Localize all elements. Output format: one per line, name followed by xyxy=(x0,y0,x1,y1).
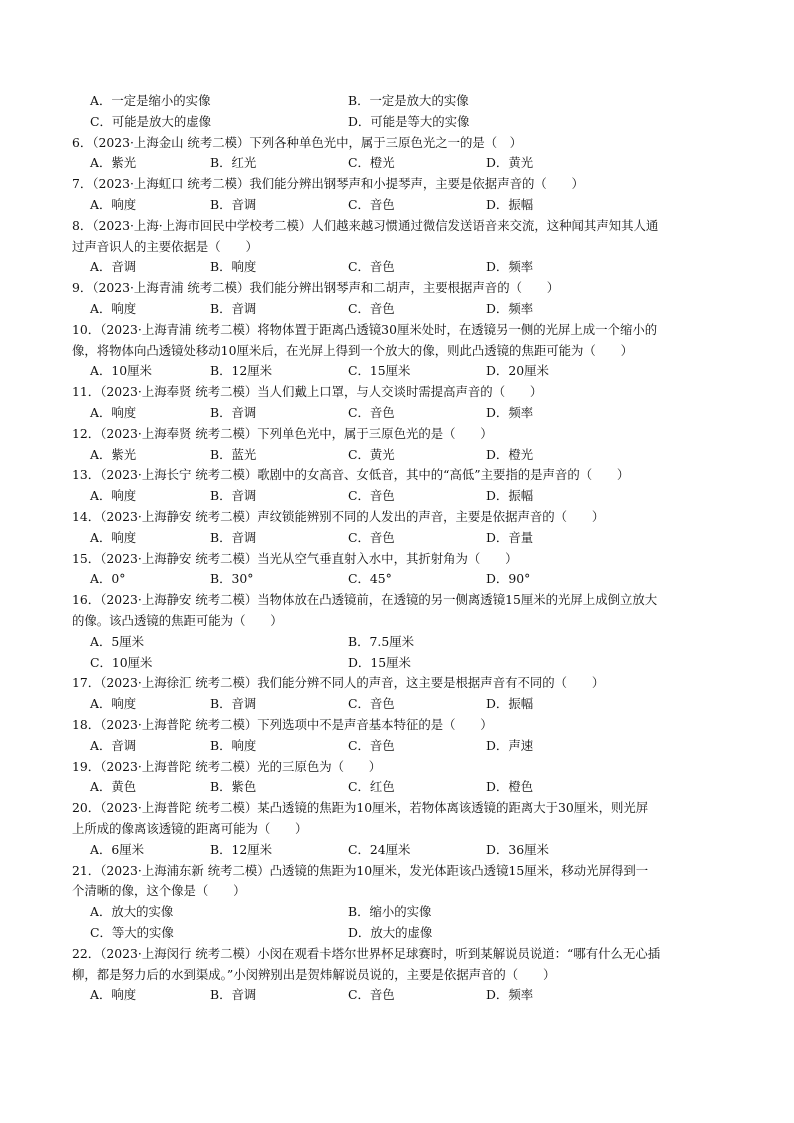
question-stem-line: 过声音识人的主要依据是（ ） xyxy=(72,238,258,254)
question-stem-line: 12．（2023·上海奉贤 统考二模）下列单色光中，属于三原色光的是（ ） xyxy=(72,425,493,441)
question-stem-line: 柳，都是努力后的水到渠成。”小闵辨别出是贺炜解说员说的，主要是依据声音的（ ） xyxy=(72,966,556,982)
question-stem-line: 6．（2023·上海金山 统考二模）下列各种单色光中，属于三原色光之一的是（ ） xyxy=(72,134,522,150)
option-row xyxy=(0,154,794,172)
answer-option-a[interactable]: A．音调 xyxy=(90,259,137,275)
option-row xyxy=(0,570,794,588)
answer-option-d[interactable]: D．频率 xyxy=(486,259,534,275)
option-row xyxy=(0,487,794,505)
option-row xyxy=(0,92,794,110)
answer-option-d[interactable]: D．36厘米 xyxy=(486,841,549,857)
answer-option-a[interactable]: A．响度 xyxy=(90,488,137,504)
answer-option-a[interactable]: A．紫光 xyxy=(90,446,137,462)
answer-option-c[interactable]: C．45° xyxy=(348,571,392,587)
option-row xyxy=(0,258,794,276)
answer-option-b[interactable]: B．红光 xyxy=(210,155,257,171)
question-stem-line: 上所成的像离该透镜的距离可能为（ ） xyxy=(72,821,308,836)
answer-option-d[interactable]: D．声速 xyxy=(486,737,534,753)
answer-option-a[interactable]: A．响度 xyxy=(90,696,137,712)
answer-option-d[interactable]: D．15厘米 xyxy=(348,654,411,670)
answer-option-c[interactable]: C．音色 xyxy=(348,696,395,712)
answer-option-c[interactable]: C．音色 xyxy=(348,987,395,1003)
answer-option-a[interactable]: A．黄色 xyxy=(90,779,137,795)
option-row xyxy=(0,695,794,713)
answer-option-a[interactable]: A．紫光 xyxy=(90,155,137,171)
answer-option-c[interactable]: C．音色 xyxy=(348,301,395,316)
answer-option-b[interactable]: B．音调 xyxy=(210,197,257,212)
answer-option-a[interactable]: A．响度 xyxy=(90,529,137,545)
answer-option-c[interactable]: C．黄光 xyxy=(348,446,395,462)
answer-option-a[interactable]: A．0° xyxy=(90,571,126,587)
answer-option-c[interactable]: C．音色 xyxy=(348,488,395,504)
answer-option-d[interactable]: D．90° xyxy=(486,571,531,587)
answer-option-d[interactable]: D．放大的虚像 xyxy=(348,925,433,940)
question-stem-line: 16．（2023·上海静安 统考二模）当物体放在凸透镜前，在透镜的另一侧离透镜15厘米的光屏上成倒立放大 xyxy=(72,592,658,608)
option-row xyxy=(0,654,794,672)
answer-option-a[interactable]: A．响度 xyxy=(90,987,137,1003)
option-row xyxy=(0,633,794,651)
option-row xyxy=(0,446,794,464)
answer-option-c[interactable]: C．橙光 xyxy=(348,155,395,171)
answer-option-c[interactable]: C．音色 xyxy=(348,529,395,545)
answer-option-b[interactable]: B．12厘米 xyxy=(210,841,273,857)
answer-option-a[interactable]: A．6厘米 xyxy=(90,841,145,857)
answer-option-d[interactable]: D．振幅 xyxy=(486,197,534,212)
option-row xyxy=(0,841,794,859)
question-stem-line: 7．（2023·上海虹口 统考二模）我们能分辨出钢琴声和小提琴声，主要是依据声音的（ ） xyxy=(72,176,584,192)
answer-option-c[interactable]: C．音色 xyxy=(348,197,395,212)
answer-option-a[interactable]: A．一定是缩小的实像 xyxy=(90,93,211,108)
answer-option-c[interactable]: C．24厘米 xyxy=(348,841,411,857)
answer-option-c[interactable]: C．可能是放大的虚像 xyxy=(90,113,211,129)
question-stem-line: 20．（2023·上海普陀 统考二模）某凸透镜的焦距为10厘米，若物体离该透镜的距离大于30厘米，则光屏 xyxy=(72,800,649,816)
question-stem-line: 8．（2023·上海·上海市回民中学校考二模）人们越来越习惯通过微信发送语音来交流，这种闻其声知其人通 xyxy=(72,217,659,233)
question-stem-line: 14．（2023·上海静安 统考二模）声纹锁能辨别不同的人发出的声音，主要是依据声音的（ ） xyxy=(72,509,605,524)
answer-option-b[interactable]: B．响度 xyxy=(210,737,257,753)
answer-option-d[interactable]: D．黄光 xyxy=(486,155,534,171)
question-stem-line: 9．（2023·上海青浦 统考二模）我们能分辨出钢琴声和二胡声，主要根据声音的（ ） xyxy=(72,280,560,296)
answer-option-b[interactable]: B．音调 xyxy=(210,488,257,504)
answer-option-d[interactable]: D．振幅 xyxy=(486,696,534,712)
option-row xyxy=(0,903,794,921)
answer-option-d[interactable]: D．频率 xyxy=(486,987,534,1003)
option-row xyxy=(0,404,794,422)
answer-option-c[interactable]: C．10厘米 xyxy=(90,654,153,670)
answer-option-b[interactable]: B．音调 xyxy=(210,405,257,420)
question-stem-line: 15．（2023·上海静安 统考二模）当光从空气垂直射入水中，其折射角为（ ） xyxy=(72,550,518,566)
answer-option-b[interactable]: B．音调 xyxy=(210,529,257,545)
option-row xyxy=(0,529,794,547)
question-stem-line: 像，将物体向凸透镜处移动10厘米后，在光屏上得到一个放大的像，则此凸透镜的焦距可能为（ ） xyxy=(72,342,633,358)
option-row xyxy=(0,196,794,214)
answer-option-b[interactable]: B．音调 xyxy=(210,301,257,316)
answer-option-a[interactable]: A．5厘米 xyxy=(90,633,145,649)
question-stem-line: 11．（2023·上海奉贤 统考二模）当人们戴上口罩，与人交谈时需提高声音的（ ） xyxy=(72,384,543,400)
answer-option-b[interactable]: B．一定是放大的实像 xyxy=(348,93,469,108)
question-stem-line: 的像。该凸透镜的焦距可能为（ ） xyxy=(72,613,283,628)
answer-option-b[interactable]: B．30° xyxy=(210,571,254,587)
option-row xyxy=(0,737,794,755)
answer-option-d[interactable]: D．频率 xyxy=(486,405,534,420)
answer-option-a[interactable]: A．放大的实像 xyxy=(90,904,174,920)
answer-option-b[interactable]: B．音调 xyxy=(210,987,257,1003)
answer-option-c[interactable]: C．15厘米 xyxy=(348,363,411,379)
question-stem-line: 21．（2023·上海浦东新 统考二模）凸透镜的焦距为10厘米，发光体距该凸透镜15厘米，移动光屏得到一 xyxy=(72,862,649,878)
option-row xyxy=(0,113,794,131)
answer-option-a[interactable]: A．响度 xyxy=(90,301,137,316)
option-row xyxy=(0,300,794,318)
answer-option-d[interactable]: D．可能是等大的实像 xyxy=(348,113,470,129)
question-stem-line: 17．（2023·上海徐汇 统考二模）我们能分辨不同人的声音，这主要是根据声音有不同的（ ） xyxy=(72,675,605,691)
question-stem-line: 13．（2023·上海长宁 统考二模）歌剧中的女高音、女低音，其中的“高低”主要指的是声音的（ ） xyxy=(72,467,630,483)
answer-option-c[interactable]: C．音色 xyxy=(348,737,395,753)
option-row xyxy=(0,986,794,1004)
answer-option-d[interactable]: D．20厘米 xyxy=(486,363,549,379)
question-stem-line: 18．（2023·上海普陀 统考二模）下列选项中不是声音基本特征的是（ ） xyxy=(72,717,493,732)
answer-option-c[interactable]: C．等大的实像 xyxy=(90,925,174,940)
answer-option-b[interactable]: B．蓝光 xyxy=(210,446,257,462)
answer-option-b[interactable]: B．响度 xyxy=(210,259,257,275)
answer-option-d[interactable]: D．音量 xyxy=(486,529,534,545)
answer-option-d[interactable]: D．橙色 xyxy=(486,779,534,795)
answer-option-b[interactable]: B．7.5厘米 xyxy=(348,633,414,649)
answer-option-c[interactable]: C．红色 xyxy=(348,779,395,795)
answer-option-c[interactable]: C．音色 xyxy=(348,405,395,420)
question-stem-line: 19．（2023·上海普陀 统考二模）光的三原色为（ ） xyxy=(72,758,382,774)
question-stem-line: 10．（2023·上海青浦 统考二模）将物体置于距离凸透镜30厘米处时，在透镜另一侧的光屏上成一个缩小的 xyxy=(72,321,658,337)
answer-option-a[interactable]: A．响度 xyxy=(90,405,137,420)
answer-option-d[interactable]: D．频率 xyxy=(486,301,534,316)
answer-option-d[interactable]: D．振幅 xyxy=(486,488,534,504)
answer-option-d[interactable]: D．橙光 xyxy=(486,446,534,462)
answer-option-c[interactable]: C．音色 xyxy=(348,259,395,275)
question-stem-line: 22．（2023·上海闵行 统考二模）小闵在观看卡塔尔世界杯足球赛时，听到某解说员说道：“哪有什么无心插 xyxy=(72,945,661,961)
option-row xyxy=(0,362,794,380)
answer-option-b[interactable]: B．紫色 xyxy=(210,779,257,795)
option-row xyxy=(0,778,794,796)
answer-option-b[interactable]: B．缩小的实像 xyxy=(348,904,432,920)
option-row xyxy=(0,924,794,942)
answer-option-a[interactable]: A．响度 xyxy=(90,197,137,212)
answer-option-b[interactable]: B．音调 xyxy=(210,696,257,712)
answer-option-a[interactable]: A．10厘米 xyxy=(90,363,152,379)
question-stem-line: 个清晰的像，这个像是（ ） xyxy=(72,883,246,899)
answer-option-b[interactable]: B．12厘米 xyxy=(210,363,273,379)
answer-option-a[interactable]: A．音调 xyxy=(90,737,137,753)
